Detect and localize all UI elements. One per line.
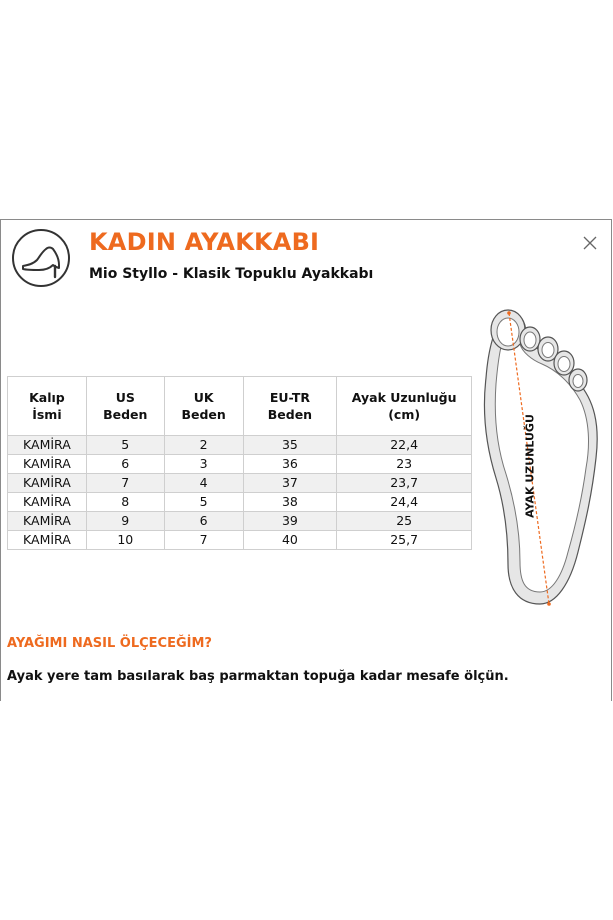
cell-uk: 2 — [164, 436, 243, 455]
cell-eu: 35 — [243, 436, 337, 455]
header-uk-size: UK Beden — [164, 377, 243, 436]
table-row — [8, 436, 472, 455]
cell-model: KAMİRA — [8, 455, 87, 474]
cell-length: 25,7 — [337, 531, 472, 550]
cell-eu: 38 — [243, 493, 337, 512]
cell-uk: 7 — [164, 531, 243, 550]
cell-eu: 36 — [243, 455, 337, 474]
table-row — [8, 493, 472, 512]
cell-length: 24,4 — [337, 493, 472, 512]
howto-heading: AYAĞIMI NASIL ÖLÇECEĞİM? — [7, 636, 212, 651]
cell-model: KAMİRA — [8, 531, 87, 550]
cell-model: KAMİRA — [8, 512, 87, 531]
table-row — [8, 512, 472, 531]
cell-uk: 6 — [164, 512, 243, 531]
table-row — [8, 531, 472, 550]
size-table — [7, 376, 472, 550]
cell-uk: 5 — [164, 493, 243, 512]
cell-eu: 37 — [243, 474, 337, 493]
high-heel-icon — [12, 229, 70, 287]
header-model: Kalıp İsmi — [8, 377, 87, 436]
header-eu-size: EU-TR Beden — [243, 377, 337, 436]
cell-model: KAMİRA — [8, 493, 87, 512]
cell-length: 23,7 — [337, 474, 472, 493]
cell-us: 8 — [86, 493, 164, 512]
table-row — [8, 474, 472, 493]
cell-length: 23 — [337, 455, 472, 474]
cell-us: 9 — [86, 512, 164, 531]
cell-us: 5 — [86, 436, 164, 455]
cell-uk: 4 — [164, 474, 243, 493]
cell-model: KAMİRA — [8, 474, 87, 493]
close-icon[interactable] — [582, 235, 598, 251]
cell-model: KAMİRA — [8, 436, 87, 455]
cell-us: 6 — [86, 455, 164, 474]
cell-uk: 3 — [164, 455, 243, 474]
foot-length-label: AYAK UZUNLUĞU — [523, 414, 537, 518]
cell-length: 25 — [337, 512, 472, 531]
cell-eu: 39 — [243, 512, 337, 531]
cell-length: 22,4 — [337, 436, 472, 455]
foot-outline-diagram — [482, 308, 604, 608]
cell-eu: 40 — [243, 531, 337, 550]
page-title: KADIN AYAKKABI — [89, 228, 320, 256]
header-us-size: US Beden — [86, 377, 164, 436]
product-subtitle: Mio Styllo - Klasik Topuklu Ayakkabı — [89, 266, 374, 282]
cell-us: 10 — [86, 531, 164, 550]
header-foot-length: Ayak Uzunluğu (cm) — [337, 377, 472, 436]
howto-instructions: Ayak yere tam basılarak baş parmaktan topuğa kadar mesafe ölçün. — [7, 669, 509, 684]
cell-us: 7 — [86, 474, 164, 493]
table-row — [8, 455, 472, 474]
table-header-row — [8, 377, 472, 436]
